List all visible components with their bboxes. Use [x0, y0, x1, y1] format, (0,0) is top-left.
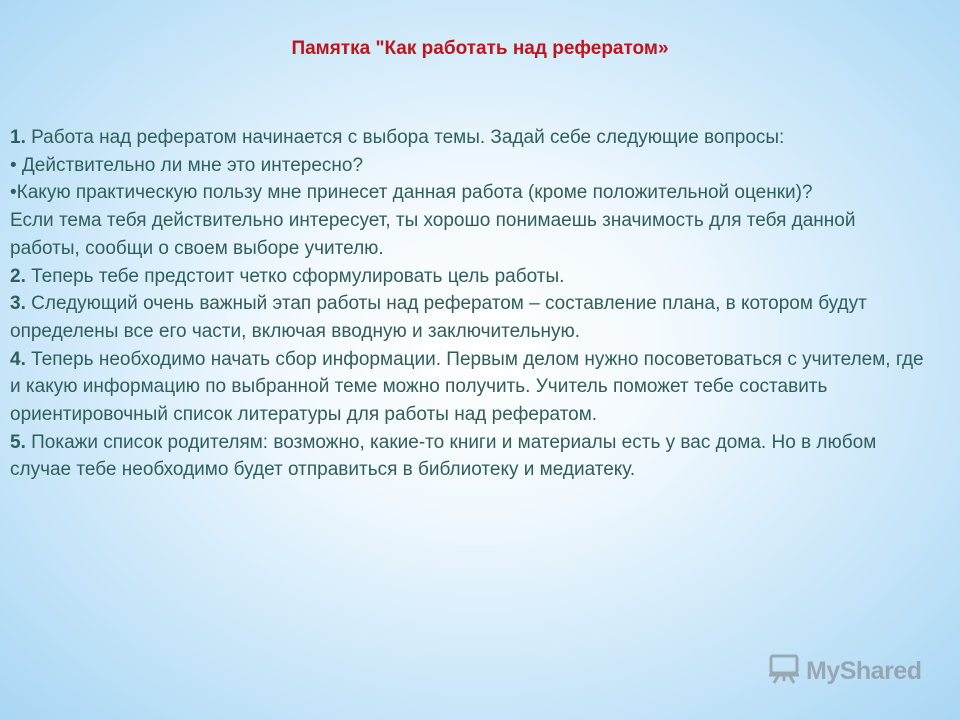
paragraph-5-number: 5.	[10, 431, 26, 453]
paragraph-2	[10, 263, 925, 291]
paragraph-1-text: Работа над рефератом начинается с выбора темы. Задай себе следующие вопросы:	[25, 127, 785, 148]
watermark-text: MyShared	[806, 657, 922, 685]
watermark	[768, 654, 921, 689]
paragraph-3-text: Следующий очень важный этап работы над рефератом – составление плана, в котором будут определены все его части, включая вводную и заключительную.	[10, 293, 867, 342]
paragraph-5	[10, 429, 925, 484]
paragraph-5-text: Покажи список родителям: возможно, какие-то книги и материалы есть у вас дома. Но в любом случае тебе необходимо будет отправиться в библиотеку и медиатеку.	[10, 431, 877, 481]
presentation-board-icon	[768, 654, 800, 689]
paragraph-3-number: 3.	[10, 293, 26, 315]
paragraph-4	[10, 346, 925, 429]
paragraph-4-number: 4.	[10, 348, 26, 370]
paragraph-1	[10, 124, 925, 152]
paragraph-1-continuation: Если тема тебя действительно интересует, ты хорошо понимаешь значимость для тебя данной работы, сообщи о своем выборе учителю.	[10, 210, 856, 259]
bullet-1: • Действительно ли мне это интересно?	[10, 154, 364, 176]
slide-body	[10, 124, 925, 484]
paragraph-4-text: Теперь необходимо начать сбор информации. Первым делом нужно посоветоваться с учителем, где и какую информацию по выбранной теме можно получить. Учитель поможет тебе составить ориентировочный список литературы для работы над рефератом.	[10, 348, 924, 426]
slide-title: Памятка "Как работать над рефератом»	[291, 38, 669, 59]
paragraph-2-text: Теперь тебе предстоит четко сформулировать цель работы.	[25, 265, 565, 287]
paragraph-2-number: 2.	[10, 265, 26, 287]
paragraph-1-number: 1.	[10, 127, 26, 148]
paragraph-3	[10, 290, 925, 345]
bullet-2: •Какую практическую пользу мне принесет данная работа (кроме положительной оценки)?	[10, 182, 813, 204]
